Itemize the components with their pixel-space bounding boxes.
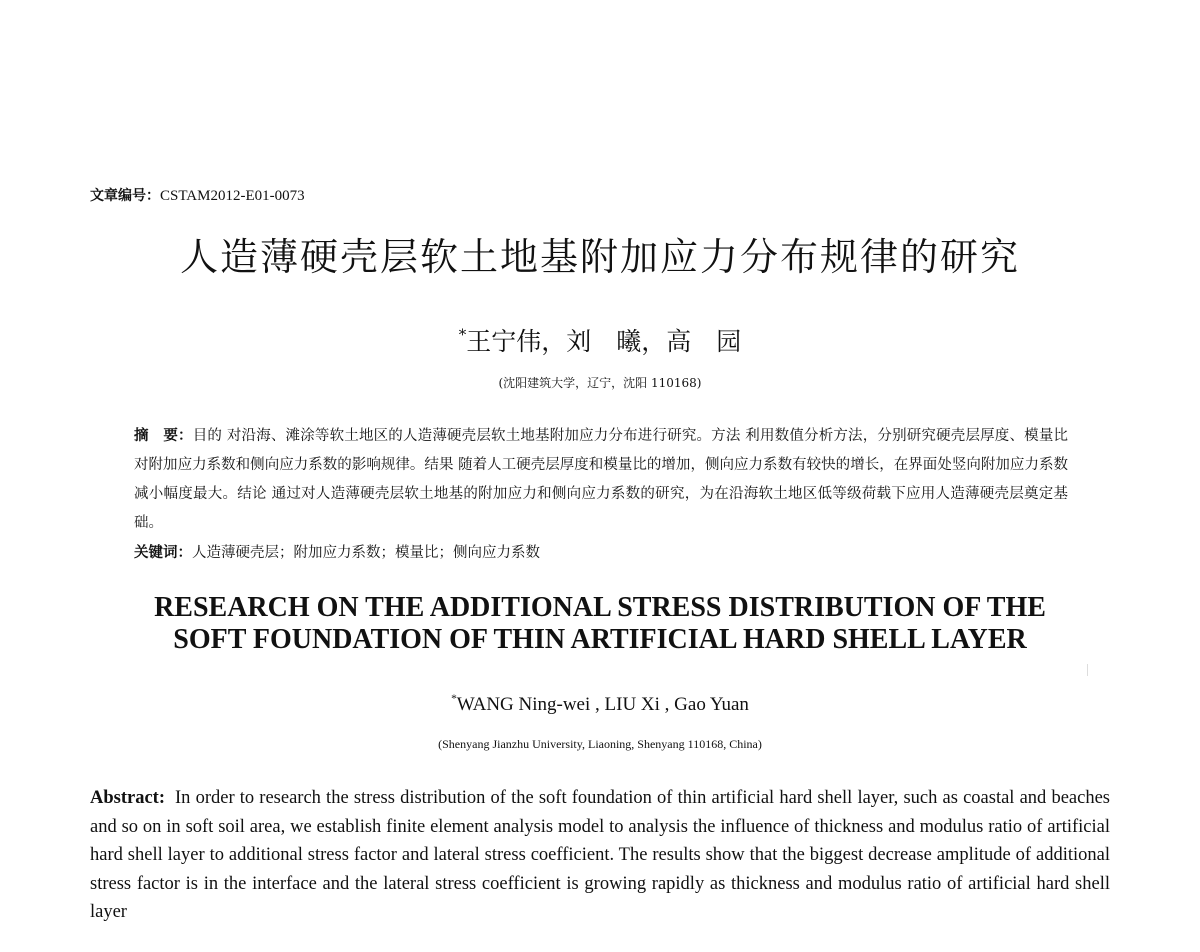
chinese-author-names: 王宁伟，刘 曦，高 园 (466, 327, 742, 356)
english-author-marker: * (451, 693, 457, 705)
chinese-keywords (134, 541, 540, 562)
chinese-authors (0, 322, 1200, 358)
english-affiliation: (Shenyang Jianzhu University, Liaoning, Shenyang 110168, China) (438, 737, 762, 751)
english-abstract-text: In order to research the stress distribution of the soft foundation of thin artificial hard shell layer, such as coastal and beaches and so on in soft soil area, we establish finite element analysis model to analysis the influence of thickness and modulus ratio of artificial hard shell layer to additional stress factor and lateral stress coefficient. The results show that the biggest decrease amplitude of additional stress factor is in the interface and the lateral stress coefficient is growing rapidly as thickness and modulus ratio of artificial hard shell layer (90, 788, 1110, 922)
english-abstract (90, 784, 1110, 927)
chinese-abstract-label: 摘 要： (134, 428, 193, 444)
article-number-label: 文章编号： (90, 188, 160, 204)
chinese-affiliation: (沈阳建筑大学，辽宁，沈阳 110168) (498, 376, 702, 390)
chinese-keywords-label: 关键词： (134, 545, 192, 561)
chinese-abstract (134, 422, 1068, 538)
english-title (0, 592, 1200, 656)
english-authors (0, 693, 1200, 716)
chinese-title: 人造薄硬壳层软土地基附加应力分布规律的研究 (179, 235, 1020, 279)
english-title-line-2: SOFT FOUNDATION OF THIN ARTIFICIAL HARD SHELL LAYER (173, 624, 1027, 655)
english-author-names: WANG Ning-wei , LIU Xi , Gao Yuan (456, 693, 749, 715)
english-title-line-1: RESEARCH ON THE ADDITIONAL STRESS DISTRIBUTION OF THE (154, 592, 1046, 623)
article-number (90, 185, 305, 205)
chinese-keywords-text: 人造薄硬壳层；附加应力系数；模量比；侧向应力系数 (192, 545, 540, 561)
article-number-value: CSTAM2012-E01-0073 (160, 188, 305, 204)
english-abstract-label: Abstract: (90, 788, 166, 808)
scan-artifact (1087, 664, 1088, 676)
chinese-abstract-text: 目的 对沿海、滩涂等软土地区的人造薄硬壳层软土地基附加应力分布进行研究。方法 利用数值分析方法，分别研究硬壳层厚度、模量比对附加应力系数和侧向应力系数的影响规律。结果 随着人工硬壳层厚度和模量比的增加，侧向应力系数有较快的增长，在界面处竖向附加应力系数减小幅度最大。结论 通过对人造薄硬壳层软土地基的附加应力和侧向应力系数的研究，为在沿海软土地区低等级荷载下应用人造薄硬壳层奠定基础。 (134, 428, 1069, 531)
author-marker: * (458, 325, 467, 344)
